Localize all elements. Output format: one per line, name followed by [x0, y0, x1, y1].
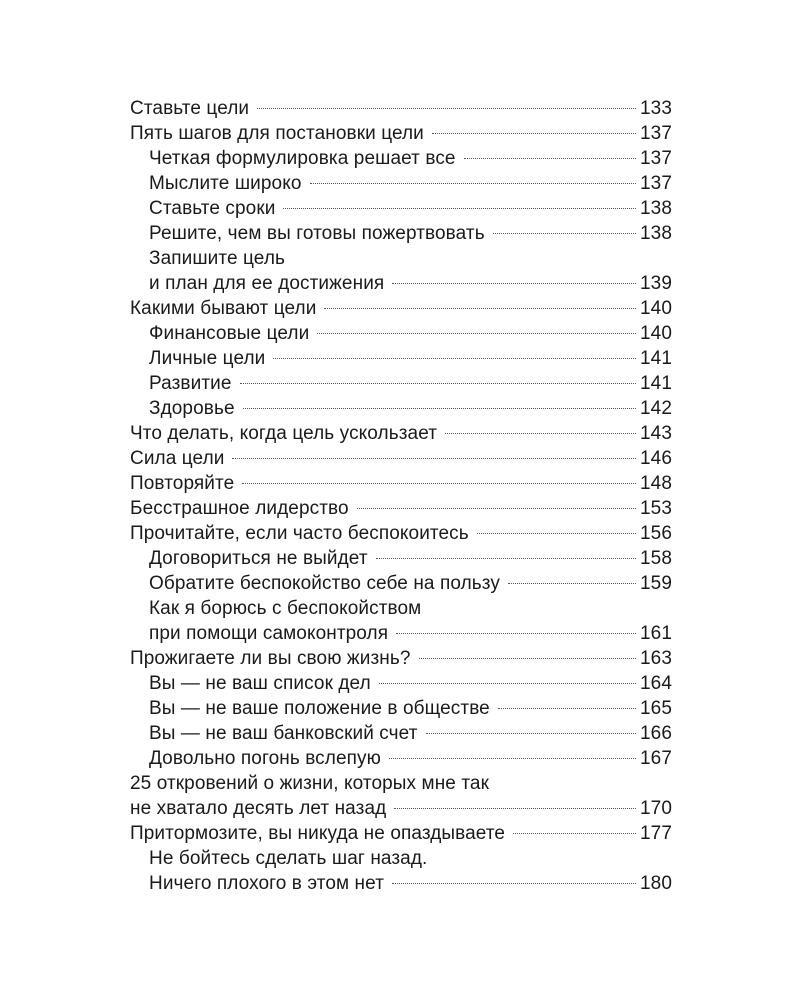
dot-leader — [513, 833, 636, 834]
dot-leader — [310, 183, 636, 184]
toc-entry-title: Повторяйте — [130, 473, 235, 494]
toc-entry — [130, 746, 672, 771]
toc-entry-page: 139 — [639, 273, 672, 294]
toc-entry-title-line1: 25 откровений о жизни, которых мне так — [130, 773, 490, 794]
toc-entry-page: 166 — [639, 723, 672, 744]
toc-entry — [130, 871, 672, 896]
toc-entry-page: 165 — [639, 698, 672, 719]
dot-leader — [508, 583, 636, 584]
toc-entry-page: 140 — [639, 323, 672, 344]
toc-entry-page: 156 — [639, 523, 672, 544]
dot-leader — [464, 158, 636, 159]
toc-entry-title: Ничего плохого в этом нет — [149, 873, 384, 894]
toc-entry-page: 148 — [639, 473, 672, 494]
toc-entry — [130, 321, 672, 346]
toc-entry — [130, 621, 672, 646]
toc-entry — [130, 521, 672, 546]
toc-entry-title: Вы — не ваше положение в обществе — [149, 698, 490, 719]
toc-entry-title: не хватало десять лет назад — [130, 798, 387, 819]
toc-entry-title-line1: Не бойтесь сделать шаг назад. — [149, 848, 428, 869]
toc-entry — [130, 646, 672, 671]
toc-entry-title: Личные цели — [149, 348, 266, 369]
toc-entry-title: Сила цели — [130, 448, 225, 469]
toc-entry-title: Финансовые цели — [149, 323, 310, 344]
toc-entry-title: при помощи самоконтроля — [149, 623, 389, 644]
dot-leader — [232, 458, 636, 459]
dot-leader — [376, 558, 636, 559]
toc-entry-title: Мыслите широко — [149, 173, 302, 194]
dot-leader — [379, 683, 636, 684]
toc-entry-page: 141 — [639, 373, 672, 394]
toc-entry-page: 140 — [639, 298, 672, 319]
toc-entry — [130, 696, 672, 721]
dot-leader — [357, 508, 636, 509]
toc-entry-title: Развитие — [149, 373, 232, 394]
toc-entry-title: Четкая формулировка решает все — [149, 148, 456, 169]
toc-entry-page: 158 — [639, 548, 672, 569]
toc-entry-title: Прожигаете ли вы свою жизнь? — [130, 648, 411, 669]
toc-entry-title: Договориться не выйдет — [149, 548, 368, 569]
toc-entry-page: 170 — [639, 798, 672, 819]
toc-entry-page: 142 — [639, 398, 672, 419]
toc-entry-title-line1: Запишите цель — [149, 248, 286, 269]
toc-entry-title: Здоровье — [149, 398, 235, 419]
toc-entry-page: 146 — [639, 448, 672, 469]
toc-entry — [130, 546, 672, 571]
dot-leader — [426, 733, 636, 734]
table-of-contents — [130, 96, 672, 896]
toc-entry-page: 164 — [639, 673, 672, 694]
toc-entry — [130, 296, 672, 321]
toc-entry-page: 143 — [639, 423, 672, 444]
toc-entry — [130, 121, 672, 146]
toc-entry-title: Бесстрашное лидерство — [130, 498, 349, 519]
toc-entry-title: Довольно погонь вслепую — [149, 748, 381, 769]
toc-entry-page: 138 — [639, 198, 672, 219]
toc-entry-title: Решите, чем вы готовы пожертвовать — [149, 223, 485, 244]
toc-entry-page: 161 — [639, 623, 672, 644]
toc-entry-page: 167 — [639, 748, 672, 769]
toc-entry — [130, 271, 672, 296]
toc-entry — [130, 346, 672, 371]
toc-entry — [130, 471, 672, 496]
dot-leader — [445, 433, 636, 434]
toc-entry-title: и план для ее достижения — [149, 273, 385, 294]
toc-entry-page: 177 — [639, 823, 672, 844]
toc-entry — [130, 721, 672, 746]
dot-leader — [389, 758, 636, 759]
toc-entry — [130, 96, 672, 121]
toc-entry — [130, 196, 672, 221]
toc-entry — [130, 371, 672, 396]
toc-entry — [130, 821, 672, 846]
dot-leader — [243, 408, 636, 409]
toc-entry-title: Ставьте цели — [130, 98, 250, 119]
toc-entry-page: 133 — [639, 98, 672, 119]
toc-entry — [130, 446, 672, 471]
dot-leader — [283, 208, 636, 209]
dot-leader — [493, 233, 636, 234]
toc-entry — [130, 396, 672, 421]
toc-entry — [130, 171, 672, 196]
toc-entry-page: 180 — [639, 873, 672, 894]
dot-leader — [273, 358, 636, 359]
toc-entry — [130, 571, 672, 596]
toc-entry-title: Какими бывают цели — [130, 298, 317, 319]
toc-entry-title: Вы — не ваш банковский счет — [149, 723, 418, 744]
dot-leader — [324, 308, 636, 309]
toc-entry-title: Пять шагов для постановки цели — [130, 123, 424, 144]
dot-leader — [242, 483, 636, 484]
dot-leader — [392, 883, 636, 884]
toc-entry-page: 153 — [639, 498, 672, 519]
toc-entry-page: 141 — [639, 348, 672, 369]
dot-leader — [432, 133, 636, 134]
dot-leader — [392, 283, 636, 284]
dot-leader — [419, 658, 636, 659]
dot-leader — [498, 708, 636, 709]
toc-entry-title-line1: Как я борюсь с беспокойством — [149, 598, 422, 619]
toc-entry-title: Вы — не ваш список дел — [149, 673, 371, 694]
toc-entry — [130, 221, 672, 246]
toc-entry-page: 137 — [639, 173, 672, 194]
dot-leader — [477, 533, 636, 534]
toc-entry-page: 159 — [639, 573, 672, 594]
toc-entry — [130, 421, 672, 446]
toc-entry-page: 137 — [639, 148, 672, 169]
toc-entry-page: 137 — [639, 123, 672, 144]
dot-leader — [240, 383, 636, 384]
dot-leader — [394, 808, 636, 809]
toc-entry — [130, 671, 672, 696]
toc-entry — [130, 796, 672, 821]
dot-leader — [257, 108, 636, 109]
toc-entry-title: Прочитайте, если часто беспокоитесь — [130, 523, 469, 544]
toc-entry-title: Обратите беспокойство себе на пользу — [149, 573, 500, 594]
toc-entry-page: 163 — [639, 648, 672, 669]
toc-entry — [130, 496, 672, 521]
toc-entry-page: 138 — [639, 223, 672, 244]
dot-leader — [396, 633, 636, 634]
toc-entry-title: Притормозите, вы никуда не опаздываете — [130, 823, 506, 844]
dot-leader — [317, 333, 636, 334]
toc-entry-title: Ставьте сроки — [149, 198, 276, 219]
toc-entry-title: Что делать, когда цель ускользает — [130, 423, 438, 444]
toc-entry — [130, 146, 672, 171]
